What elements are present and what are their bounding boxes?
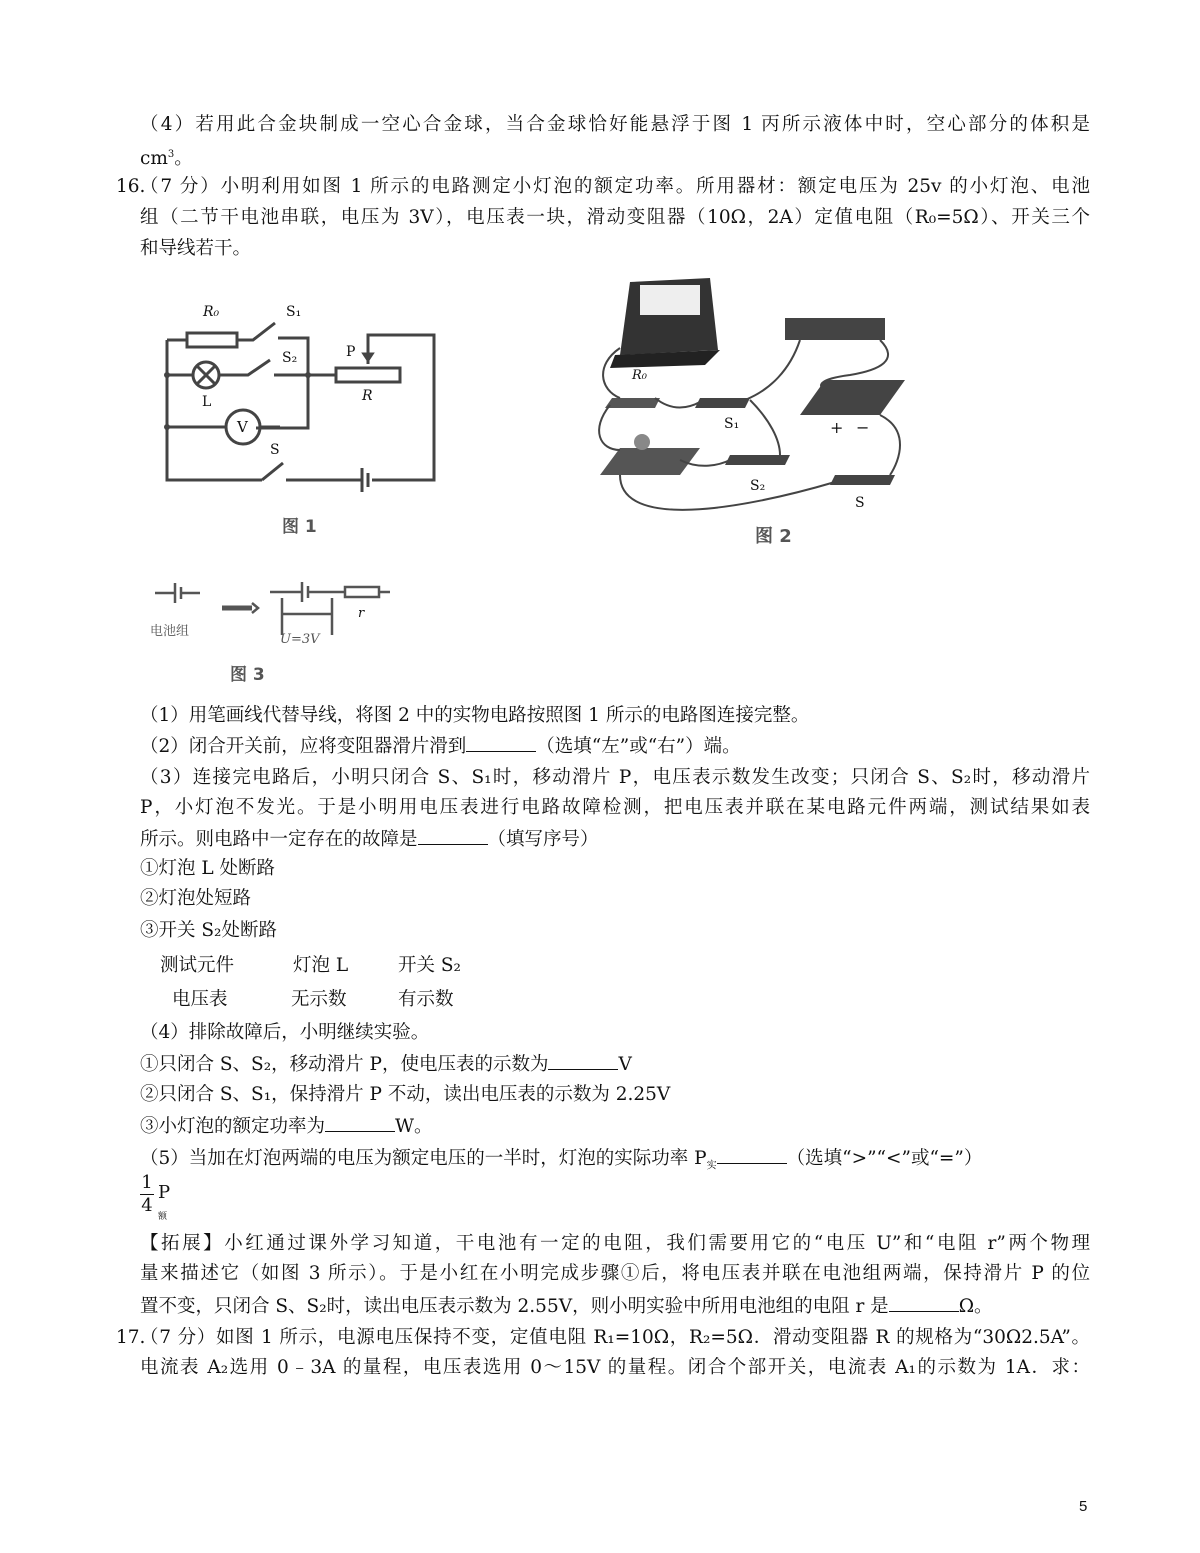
label-p: P	[346, 344, 356, 360]
q16-part3-line2: P，小灯泡不发光。于是小明用电压表进行电路故障检测，把电压表并联在某电路元件两端，测试结果如表	[140, 797, 1090, 818]
label-r: R	[362, 388, 373, 404]
fraction-quarter-p-rated	[140, 1172, 171, 1222]
q15-part4-line: （4）若用此合金块制成一空心合金球，当合金球恰好能悬浮于图 1 丙所示液体中时，空心部分的体积是	[140, 114, 1090, 135]
q17-number: 17.	[116, 1327, 146, 1348]
label-s1: S₁	[724, 416, 740, 432]
unit: cm	[140, 148, 168, 170]
label-r0: R₀	[632, 368, 647, 383]
circuit-diagram-svg	[140, 290, 460, 540]
voltage-label: U=3V	[280, 632, 320, 647]
option-2: ②灯泡处短路	[140, 888, 252, 909]
label-minus: −	[856, 418, 870, 437]
answer-blank[interactable]	[325, 1113, 395, 1132]
table-header: 开关 S₂	[398, 955, 461, 976]
figure-2-caption: 图 2	[755, 526, 792, 547]
answer-blank[interactable]	[889, 1293, 959, 1312]
page-number: 5	[1079, 1498, 1088, 1515]
q16-intro-2: 组（二节干电池串联，电压为 3V），电压表一块，滑动变阻器（10Ω，2A）定值电阻（R₀=5Ω）、开关三个	[140, 207, 1090, 228]
battery-label: 电池组	[150, 624, 190, 639]
text: （2）闭合开关前，应将变阻器滑片滑到	[140, 736, 467, 757]
table-header: 测试元件	[160, 955, 235, 976]
q17-line2: 电流表 A₂选用 0﹣3A 的量程，电压表选用 0～15V 的量程。闭合个部开关，电流表 A₁的示数为 1A．求：	[140, 1357, 1090, 1378]
unit-end: 。	[174, 148, 193, 170]
label-s: S	[270, 442, 280, 458]
text: W。	[395, 1116, 433, 1137]
label-v: V	[237, 418, 248, 436]
figure-1-caption: 图 1	[282, 517, 317, 537]
q16-part2	[140, 733, 741, 760]
q17-line1: （7 分）如图 1 所示，电源电压保持不变，定值电阻 R₁=10Ω，R₂=5Ω．滑动变阻器 R 的规格为“30Ω2.5A”。	[140, 1327, 1090, 1348]
step-3	[140, 1113, 433, 1140]
q16-part3-line1: （3）连接完电路后，小明只闭合 S、S₁时，移动滑片 P，电压表示数发生改变；只闭合 S、S₂时，移动滑片	[140, 767, 1090, 788]
step-1	[140, 1051, 632, 1078]
step-2: ②只闭合 S、S₁，保持滑片 P 不动，读出电压表的示数为 2.25V	[140, 1084, 671, 1105]
text: 置不变，只闭合 S、S₂时，读出电压表示数为 2.55V，则小明实验中所用电池组的电阻 r 是	[140, 1296, 889, 1317]
label-plus: +	[830, 418, 844, 437]
text: （填写序号）	[487, 829, 599, 850]
p-subscript: 额	[158, 1212, 168, 1222]
q16-part3-line3	[140, 826, 599, 853]
answer-blank[interactable]	[717, 1145, 787, 1164]
q16-part4: （4）排除故障后，小明继续实验。	[140, 1022, 430, 1043]
figure-2-physical-circuit	[590, 270, 920, 560]
table-cell: 有示数	[398, 989, 454, 1010]
text: ①只闭合 S、S₂，移动滑片 P，使电压表的示数为	[140, 1054, 549, 1075]
label-r0: R₀	[203, 304, 220, 320]
text: Ω。	[958, 1296, 993, 1317]
option-3: ③开关 S₂处断路	[140, 920, 277, 941]
q15-part4-unit	[140, 142, 193, 172]
r-label: r	[358, 606, 365, 621]
text: （选填“左”或“右”）端。	[536, 736, 741, 757]
text: 所示。则电路中一定存在的故障是	[140, 829, 418, 850]
extension-line2: 量来描述它（如图 3 所示）。于是小红在小明完成步骤①后，将电压表并联在电池组两端，保持滑片 P 的位	[140, 1263, 1090, 1284]
text: V	[618, 1054, 632, 1075]
figure-1-circuit-diagram	[140, 290, 460, 540]
numerator: 1	[141, 1172, 153, 1193]
table-cell: 电压表	[172, 989, 228, 1010]
extension-line1: 【拓展】小红通过课外学习知道，干电池有一定的电阻，我们需要用它的“电压 U”和“电阻 r”两个物理	[140, 1233, 1090, 1254]
label-s2: S₂	[750, 478, 766, 494]
q16-number: 16.	[116, 176, 146, 197]
label-s2: S₂	[282, 350, 298, 366]
physical-circuit-svg	[590, 270, 920, 560]
subscript: 实	[706, 1160, 717, 1172]
text: ③小灯泡的额定功率为	[140, 1116, 326, 1137]
q16-intro-1: （7 分）小明利用如图 1 所示的电路测定小灯泡的额定功率。所用器材：额定电压为 25v 的小灯泡、电池	[140, 176, 1090, 197]
table-cell: 无示数	[291, 989, 347, 1010]
text: （5）当加在灯泡两端的电压为额定电压的一半时，灯泡的实际功率 P	[140, 1148, 707, 1169]
p-symbol: P	[158, 1182, 171, 1203]
label-l: L	[202, 394, 212, 410]
extension-line3	[140, 1293, 993, 1320]
label-s: S	[855, 495, 865, 511]
label-s1: S₁	[286, 304, 302, 320]
q16-intro-3: 和导线若干。	[140, 238, 252, 259]
table-header: 灯泡 L	[293, 955, 349, 976]
figure-3-battery-model	[140, 570, 400, 690]
denominator: 4	[141, 1195, 153, 1216]
figure-3-caption: 图 3	[230, 665, 265, 685]
q16-part1: （1）用笔画线代替导线，将图 2 中的实物电路按照图 1 所示的电路图连接完整。	[140, 705, 810, 726]
answer-blank[interactable]	[548, 1051, 618, 1070]
text: （选填“>”“<”或“=”）	[786, 1148, 983, 1169]
unit-sup: 3	[167, 149, 175, 160]
q16-part5	[140, 1145, 982, 1180]
answer-blank[interactable]	[466, 733, 536, 752]
option-1: ①灯泡 L 处断路	[140, 858, 276, 879]
answer-blank[interactable]	[418, 826, 488, 845]
